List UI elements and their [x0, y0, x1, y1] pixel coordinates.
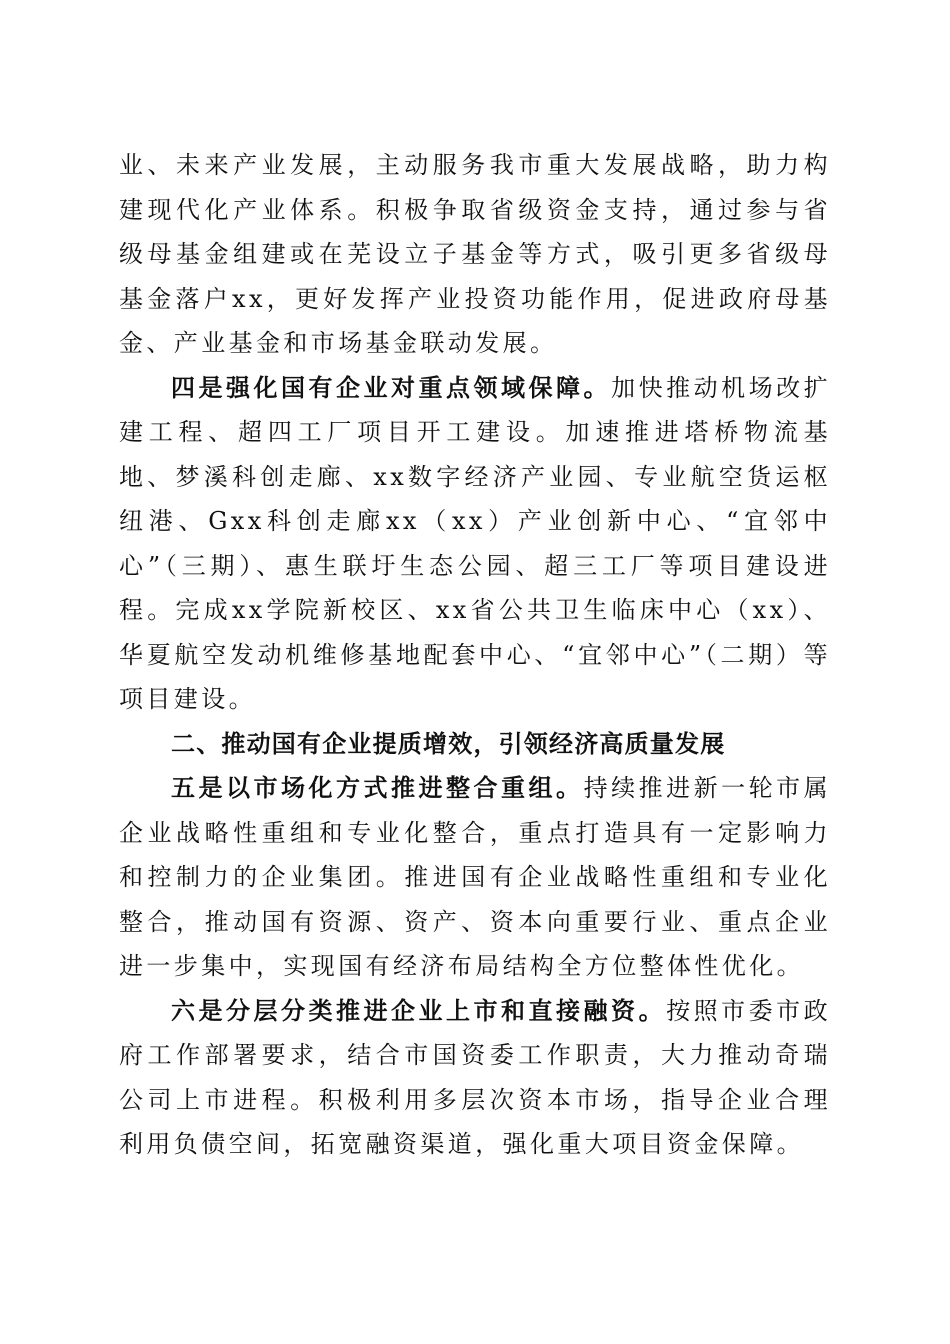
- paragraph-lead: 五是以市场化方式推进整合重组。: [171, 773, 584, 802]
- paragraph-text: 按照市委市政府工作部署要求，结合市国资委工作职责，大力推动奇瑞公司上市进程。积极利用多层次资本市场，指导企业合理利用负债空间，拓宽融资渠道，强化重大项目资金保障。: [119, 996, 831, 1158]
- document-body: [119, 143, 831, 1167]
- paragraph-lead: 六是分层分类推进企业上市和直接融资。: [171, 995, 667, 1025]
- paragraph-point-four: [119, 366, 831, 722]
- paragraph-text: 业、未来产业发展，主动服务我市重大发展战略，助力构建现代化产业体系。积极争取省级资金支持，通过参与省级母基金组建或在芜设立子基金等方式，吸引更多省级母基金落户xx，更好发挥产业投资功能作用，促进政府母基金、产业基金和市场基金联动发展。: [119, 151, 831, 357]
- paragraph-point-five: [119, 766, 831, 989]
- paragraph-continued: [119, 143, 831, 366]
- paragraph-point-six: [119, 989, 831, 1167]
- paragraph-text: 加快推动机场改扩建工程、超四工厂项目开工建设。加速推进塔桥物流基地、梦溪科创走廊、xx数字经济产业园、专业航空货运枢纽港、Gxx科创走廊xx（xx）产业创新中心、“宜邻中心”（三期）、惠生联圩生态公园、超三工厂等项目建设进程。完成xx学院新校区、xx省公共卫生临床中心（xx）、华夏航空发动机维修基地配套中心、“宜邻中心”（二期）等项目建设。: [119, 373, 831, 713]
- paragraph-text: 持续推进新一轮市属企业战略性重组和专业化整合，重点打造具有一定影响力和控制力的企业集团。推进国有企业战略性重组和专业化整合，推动国有资源、资产、资本向重要行业、重点企业进一步集中，实现国有经济布局结构全方位整体性优化。: [119, 774, 831, 980]
- section-heading: 二、推动国有企业提质增效，引领经济高质量发展: [171, 729, 726, 758]
- paragraph-lead: 四是强化国有企业对重点领域保障。: [171, 372, 612, 402]
